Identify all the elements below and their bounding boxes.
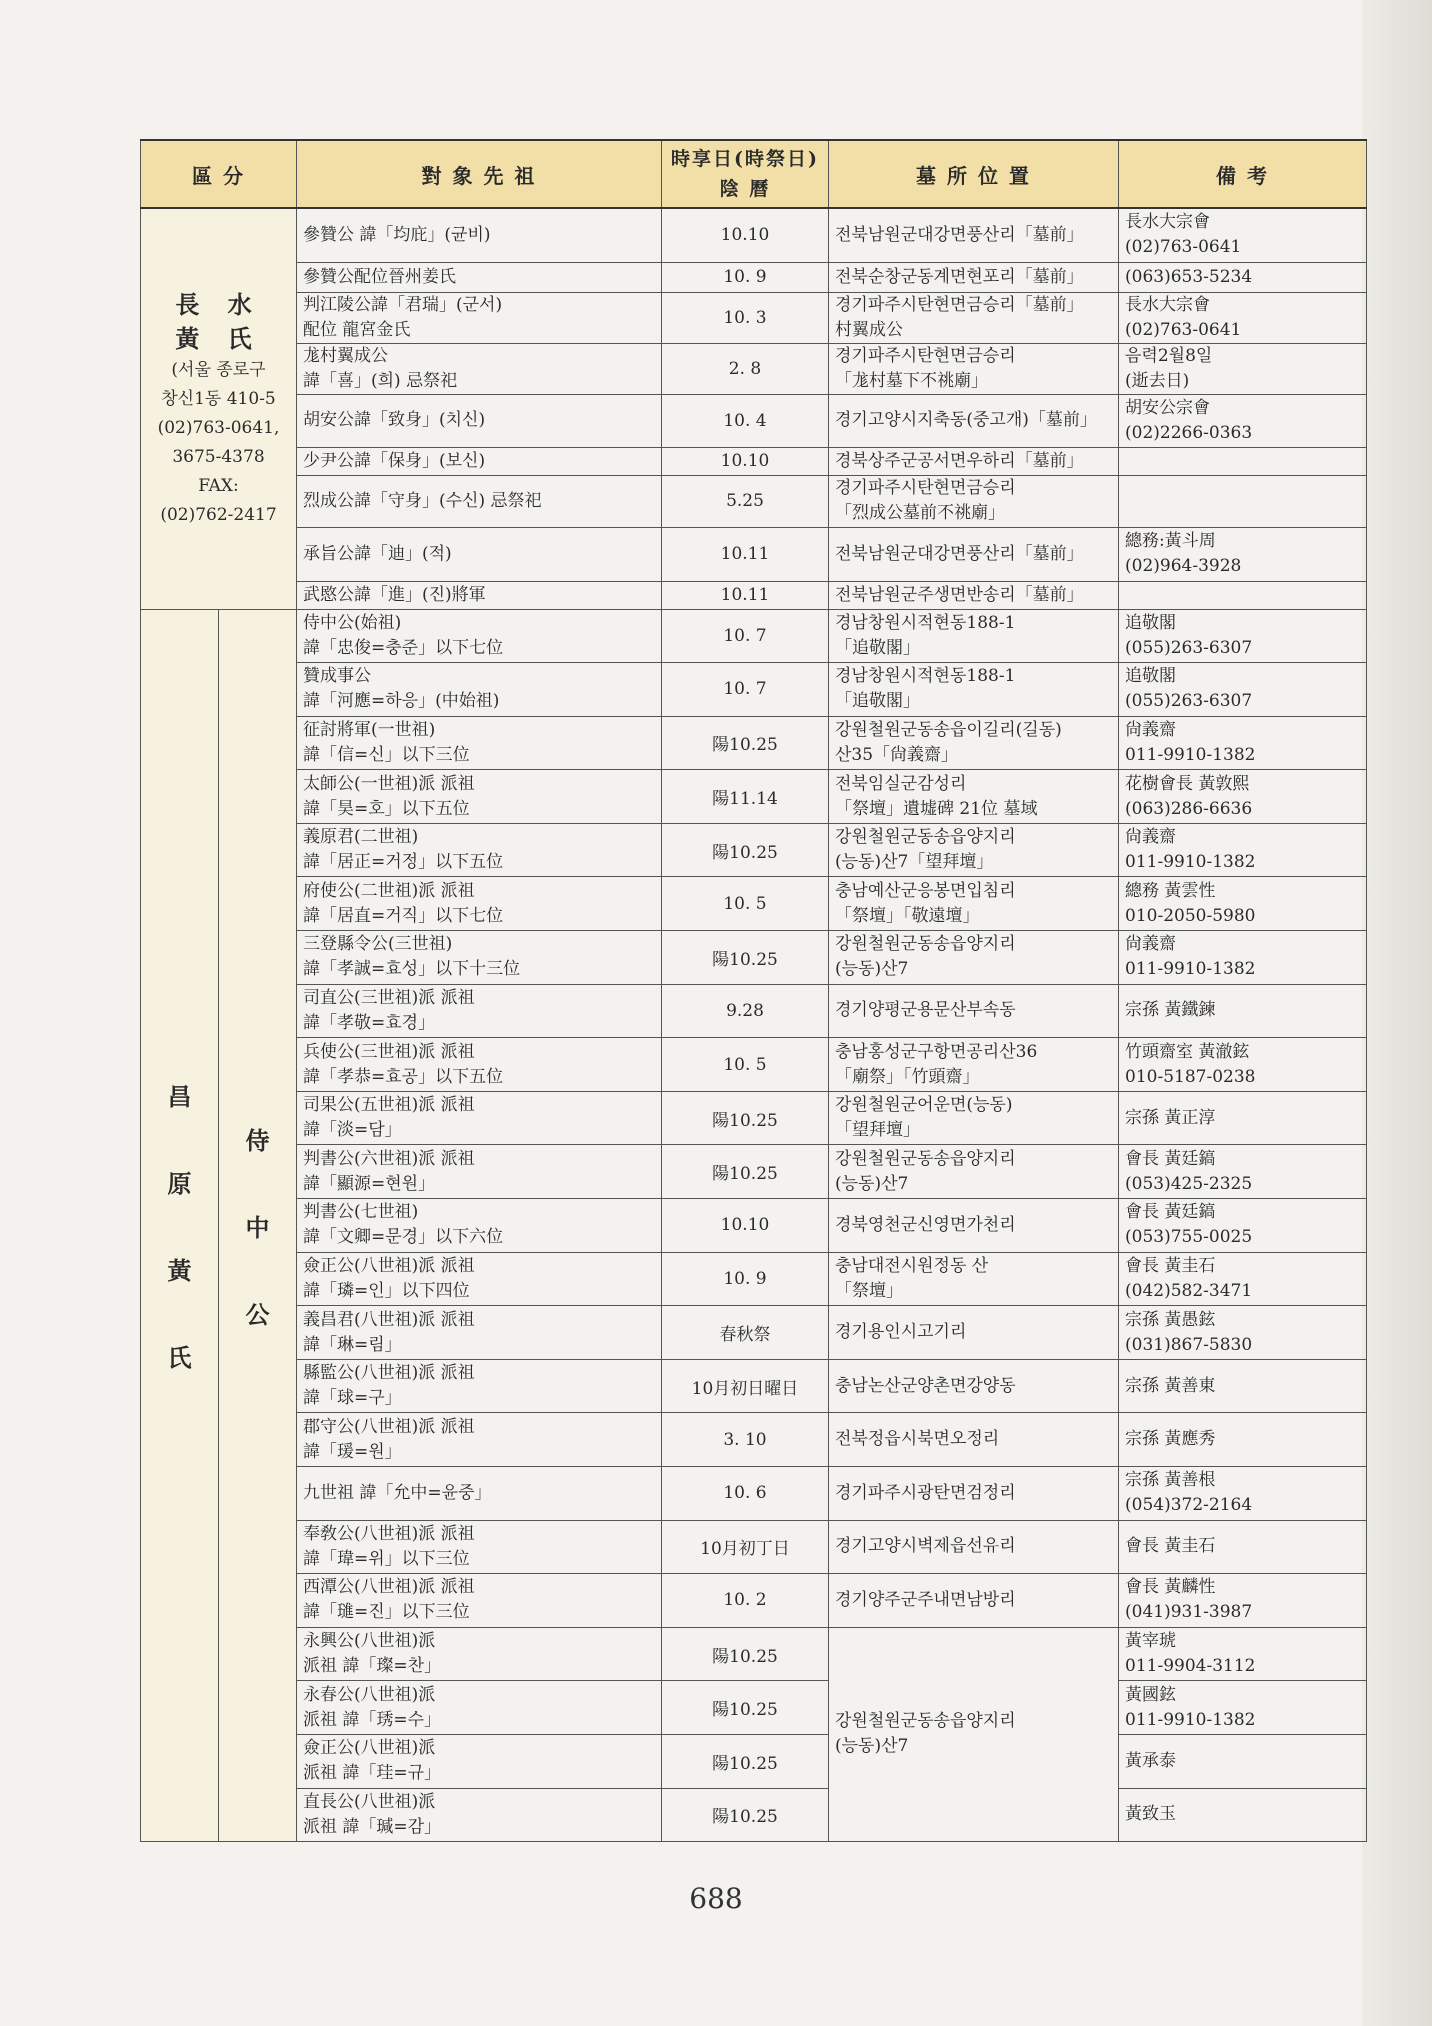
branch-char: 侍 <box>245 1125 270 1155</box>
note-cell: 會長 黃麟性 (041)931-3987 <box>1119 1574 1367 1628</box>
ancestor-cell: 縣監公(八世祖)派 派祖 諱「球=구」 <box>297 1359 662 1413</box>
date-cell: 10. 5 <box>662 1038 829 1092</box>
date-cell: 陽10.25 <box>662 823 829 877</box>
table-row <box>141 609 1367 663</box>
table-row <box>141 663 1367 717</box>
ancestor-cell: 判江陵公諱「君瑞」(군서) 配位 龍宮金氏 <box>297 292 662 343</box>
date-cell: 10月初丁日 <box>662 1520 829 1574</box>
note-cell <box>1119 581 1367 609</box>
ancestor-cell: 義原君(二世祖) 諱「居正=거정」以下五位 <box>297 823 662 877</box>
table-row <box>141 1467 1367 1521</box>
location-cell: 전북남원군대강면풍산리「墓前」 <box>829 527 1119 581</box>
location-cell: 경기양주군주내면남방리 <box>829 1574 1119 1628</box>
note-cell: 會長 黃圭石 <box>1119 1520 1367 1574</box>
ancestor-cell: 參贊公 諱「均庇」(균비) <box>297 208 662 262</box>
location-cell: 강원철원군동송읍이길리(길동) 산35「尙義齋」 <box>829 716 1119 770</box>
table-row <box>141 1734 1367 1788</box>
table-row <box>141 877 1367 931</box>
date-cell: 9.28 <box>662 984 829 1038</box>
date-cell: 10. 9 <box>662 1252 829 1306</box>
date-cell: 2. 8 <box>662 343 829 394</box>
ancestor-cell: 西潭公(八世祖)派 派祖 諱「璡=진」以下三位 <box>297 1574 662 1628</box>
note-cell: 尙義齋 011-9910-1382 <box>1119 931 1367 985</box>
note-cell: 總務:黃斗周 (02)964-3928 <box>1119 527 1367 581</box>
ancestor-cell: 僉正公(八世祖)派 派祖 諱「璘=인」以下四位 <box>297 1252 662 1306</box>
location-cell: 충남홍성군구항면공리산36 「廟祭」「竹頭齋」 <box>829 1038 1119 1092</box>
date-cell: 陽10.25 <box>662 1627 829 1681</box>
branch-name-vertical <box>225 1121 290 1330</box>
page-edge <box>1362 0 1432 2026</box>
note-cell: 黃宰琥 011-9904-3112 <box>1119 1627 1367 1681</box>
location-cell-shared: 강원철원군동송읍양지리 (능동)산7 <box>829 1627 1119 1841</box>
table-row <box>141 770 1367 824</box>
date-cell: 10. 6 <box>662 1467 829 1521</box>
note-cell: 宗孫 黃鐵鍊 <box>1119 984 1367 1038</box>
ancestor-cell: 參贊公配位晉州姜氏 <box>297 262 662 292</box>
group-cell-jangsu <box>141 208 297 609</box>
ancestor-cell: 永興公(八世祖)派 派祖 諱「璨=찬」 <box>297 1627 662 1681</box>
branch-char: 公 <box>245 1299 270 1329</box>
date-cell: 10.10 <box>662 447 829 475</box>
ancestral-rites-table <box>140 139 1367 1842</box>
note-cell <box>1119 475 1367 527</box>
ancestor-cell: 僉正公(八世祖)派 派祖 諱「珪=규」 <box>297 1734 662 1788</box>
location-cell: 강원철원군동송읍양지리 (능동)산7 <box>829 931 1119 985</box>
date-cell: 10.10 <box>662 208 829 262</box>
table-row <box>141 1145 1367 1199</box>
ancestor-cell: 尨村翼成公 諱「喜」(희) 忌祭祀 <box>297 343 662 394</box>
location-cell: 경기고양시벽제읍선유리 <box>829 1520 1119 1574</box>
note-cell: 總務 黃雲性 010-2050-5980 <box>1119 877 1367 931</box>
location-cell: 경기파주시탄현면금승리「墓前」 村翼成公 <box>829 292 1119 343</box>
ancestor-cell: 太師公(一世祖)派 派祖 諱「昊=호」以下五位 <box>297 770 662 824</box>
table-row <box>141 1252 1367 1306</box>
note-cell: 花樹會長 黃敦熙 (063)286-6636 <box>1119 770 1367 824</box>
date-cell: 10. 7 <box>662 663 829 717</box>
date-cell: 10. 9 <box>662 262 829 292</box>
location-cell: 전북정읍시북면오정리 <box>829 1413 1119 1467</box>
note-cell: 追敬閣 (055)263-6307 <box>1119 663 1367 717</box>
ancestor-cell: 侍中公(始祖) 諱「忠俊=충준」以下七位 <box>297 609 662 663</box>
location-cell: 강원철원군어운면(능동) 「望拜壇」 <box>829 1091 1119 1145</box>
location-cell: 충남논산군양촌면강양동 <box>829 1359 1119 1413</box>
table-row <box>141 1199 1367 1253</box>
date-cell: 10月初日曜日 <box>662 1359 829 1413</box>
note-cell: 尙義齋 011-9910-1382 <box>1119 823 1367 877</box>
table-row <box>141 1359 1367 1413</box>
date-cell: 3. 10 <box>662 1413 829 1467</box>
ancestor-cell: 兵使公(三世祖)派 派祖 諱「孝恭=효공」以下五位 <box>297 1038 662 1092</box>
header-date: 時享日(時祭日) 陰 曆 <box>662 140 829 208</box>
date-cell: 陽10.25 <box>662 716 829 770</box>
date-cell: 陽10.25 <box>662 931 829 985</box>
location-cell: 전북남원군대강면풍산리「墓前」 <box>829 208 1119 262</box>
location-cell: 전북임실군감성리 「祭壇」遺墟碑 21位 墓域 <box>829 770 1119 824</box>
date-cell: 陽10.25 <box>662 1145 829 1199</box>
date-cell: 10. 3 <box>662 292 829 343</box>
note-cell: 黃致玉 <box>1119 1788 1367 1842</box>
note-cell: 黃承泰 <box>1119 1734 1367 1788</box>
location-cell: 경남창원시적현동188-1 「追敬閣」 <box>829 663 1119 717</box>
date-cell: 5.25 <box>662 475 829 527</box>
table-row <box>141 527 1367 581</box>
note-cell: 竹頭齋室 黃澈鉉 010-5187-0238 <box>1119 1038 1367 1092</box>
ancestor-cell: 司直公(三世祖)派 派祖 諱「孝敬=효경」 <box>297 984 662 1038</box>
note-cell: (063)653-5234 <box>1119 262 1367 292</box>
location-cell: 경북영천군신영면가천리 <box>829 1199 1119 1253</box>
table-row <box>141 292 1367 343</box>
location-cell: 경북상주군공서면우하리「墓前」 <box>829 447 1119 475</box>
clan-char: 氏 <box>167 1343 192 1373</box>
date-cell: 陽11.14 <box>662 770 829 824</box>
clan-char: 黃 <box>167 1256 192 1286</box>
ancestor-cell: 少尹公諱「保身」(보신) <box>297 447 662 475</box>
ancestor-cell: 九世祖 諱「允中=윤중」 <box>297 1467 662 1521</box>
ancestor-cell: 郡守公(八世祖)派 派祖 諱「瑗=원」 <box>297 1413 662 1467</box>
ancestor-cell: 奉敎公(八世祖)派 派祖 諱「瑋=위」以下三位 <box>297 1520 662 1574</box>
date-cell: 10. 4 <box>662 394 829 447</box>
table-row <box>141 343 1367 394</box>
table-row <box>141 716 1367 770</box>
table-row <box>141 1306 1367 1360</box>
date-cell: 10.11 <box>662 527 829 581</box>
note-cell: 會長 黃廷鎬 (053)425-2325 <box>1119 1145 1367 1199</box>
date-cell: 春秋祭 <box>662 1306 829 1360</box>
location-cell: 전북순창군동계면현포리「墓前」 <box>829 262 1119 292</box>
table-row <box>141 984 1367 1038</box>
ancestor-cell: 胡安公諱「致身」(치신) <box>297 394 662 447</box>
table-row <box>141 394 1367 447</box>
note-cell: 宗孫 黃正淳 <box>1119 1091 1367 1145</box>
note-cell: 黃國鉉 011-9910-1382 <box>1119 1681 1367 1735</box>
location-cell: 경기파주시탄현면금승리 「烈成公墓前不祧廟」 <box>829 475 1119 527</box>
clan-name-vertical <box>147 1077 212 1373</box>
ancestor-cell: 司果公(五世祖)派 派祖 諱「淡=담」 <box>297 1091 662 1145</box>
table-header-row <box>141 140 1367 208</box>
header-ancestor: 對 象 先 祖 <box>297 140 662 208</box>
location-cell: 강원철원군동송읍양지리 (능동)산7 <box>829 1145 1119 1199</box>
clan-name: 長 水 黃 氏 <box>175 289 262 353</box>
date-cell: 10.10 <box>662 1199 829 1253</box>
table-row <box>141 581 1367 609</box>
note-cell: 會長 黃廷鎬 (053)755-0025 <box>1119 1199 1367 1253</box>
table-row <box>141 1627 1367 1681</box>
table-row <box>141 1038 1367 1092</box>
note-cell <box>1119 447 1367 475</box>
note-cell: 尙義齋 011-9910-1382 <box>1119 716 1367 770</box>
table-row <box>141 475 1367 527</box>
location-cell: 충남대전시원정동 산 「祭壇」 <box>829 1252 1119 1306</box>
location-cell: 경기파주시탄현면금승리 「尨村墓下不祧廟」 <box>829 343 1119 394</box>
ancestor-cell: 武愍公諱「進」(진)將軍 <box>297 581 662 609</box>
location-cell: 경남창원시적현동188-1 「追敬閣」 <box>829 609 1119 663</box>
ancestor-cell: 承旨公諱「迪」(적) <box>297 527 662 581</box>
ancestor-cell: 贊成事公 諱「河應=하응」(中始祖) <box>297 663 662 717</box>
clan-contact: (서울 종로구 창신1동 410-5 (02)763-0641, 3675-4378 FAX: (02)762-2417 <box>157 359 280 525</box>
ancestor-cell: 直長公(八世祖)派 派祖 諱「瑊=감」 <box>297 1788 662 1842</box>
table-row <box>141 931 1367 985</box>
note-cell: 胡安公宗會 (02)2266-0363 <box>1119 394 1367 447</box>
table-row <box>141 1091 1367 1145</box>
table-row <box>141 262 1367 292</box>
date-cell: 陽10.25 <box>662 1681 829 1735</box>
date-cell: 陽10.25 <box>662 1091 829 1145</box>
ancestor-cell: 烈成公諱「守身」(수신) 忌祭祀 <box>297 475 662 527</box>
location-cell: 충남예산군응봉면입침리 「祭壇」「敬遠壇」 <box>829 877 1119 931</box>
ancestor-cell: 三登縣令公(三世祖) 諱「孝誠=효성」以下十三位 <box>297 931 662 985</box>
header-group: 區 分 <box>141 140 297 208</box>
table-row <box>141 447 1367 475</box>
table-row <box>141 208 1367 262</box>
date-cell: 陽10.25 <box>662 1734 829 1788</box>
ancestor-cell: 判書公(七世祖) 諱「文卿=문경」以下六位 <box>297 1199 662 1253</box>
table-row <box>141 1413 1367 1467</box>
note-cell: 追敬閣 (055)263-6307 <box>1119 609 1367 663</box>
table-row <box>141 823 1367 877</box>
location-cell: 경기용인시고기리 <box>829 1306 1119 1360</box>
table-row <box>141 1574 1367 1628</box>
note-cell: 會長 黃圭石 (042)582-3471 <box>1119 1252 1367 1306</box>
note-cell: 宗孫 黃應秀 <box>1119 1413 1367 1467</box>
note-cell: 長水大宗會 (02)763-0641 <box>1119 292 1367 343</box>
clan-char: 昌 <box>167 1082 192 1112</box>
ancestor-cell: 征討將軍(一世祖) 諱「信=신」以下三位 <box>297 716 662 770</box>
location-cell: 경기고양시지축동(중고개)「墓前」 <box>829 394 1119 447</box>
date-cell: 10.11 <box>662 581 829 609</box>
date-cell: 陽10.25 <box>662 1788 829 1842</box>
ancestor-cell: 義昌君(八世祖)派 派祖 諱「琳=림」 <box>297 1306 662 1360</box>
note-cell: 宗孫 黃愚鉉 (031)867-5830 <box>1119 1306 1367 1360</box>
ancestor-cell: 判書公(六世祖)派 派祖 諱「顯源=현원」 <box>297 1145 662 1199</box>
table-row <box>141 1520 1367 1574</box>
ancestor-cell: 府使公(二世祖)派 派祖 諱「居直=거직」以下七位 <box>297 877 662 931</box>
group-cell-branch <box>219 609 297 1842</box>
location-cell: 전북남원군주생면반송리「墓前」 <box>829 581 1119 609</box>
branch-char: 中 <box>245 1212 270 1242</box>
note-cell: 宗孫 黃善根 (054)372-2164 <box>1119 1467 1367 1521</box>
note-cell: 長水大宗會 (02)763-0641 <box>1119 208 1367 262</box>
date-cell: 10. 7 <box>662 609 829 663</box>
clan-char: 原 <box>167 1169 192 1199</box>
header-location: 墓 所 位 置 <box>829 140 1119 208</box>
location-cell: 강원철원군동송읍양지리 (능동)산7「望拜壇」 <box>829 823 1119 877</box>
note-cell: 음력2월8일 (逝去日) <box>1119 343 1367 394</box>
table-row <box>141 1681 1367 1735</box>
note-cell: 宗孫 黃善東 <box>1119 1359 1367 1413</box>
location-cell: 경기파주시광탄면검정리 <box>829 1467 1119 1521</box>
location-cell: 경기양평군용문산부속동 <box>829 984 1119 1038</box>
ancestor-cell: 永春公(八世祖)派 派祖 諱「琇=수」 <box>297 1681 662 1735</box>
date-cell: 10. 2 <box>662 1574 829 1628</box>
date-cell: 10. 5 <box>662 877 829 931</box>
header-note: 備 考 <box>1119 140 1367 208</box>
table-row <box>141 1788 1367 1842</box>
page-number: 688 <box>689 1882 743 1915</box>
group-cell-changwon <box>141 609 219 1842</box>
